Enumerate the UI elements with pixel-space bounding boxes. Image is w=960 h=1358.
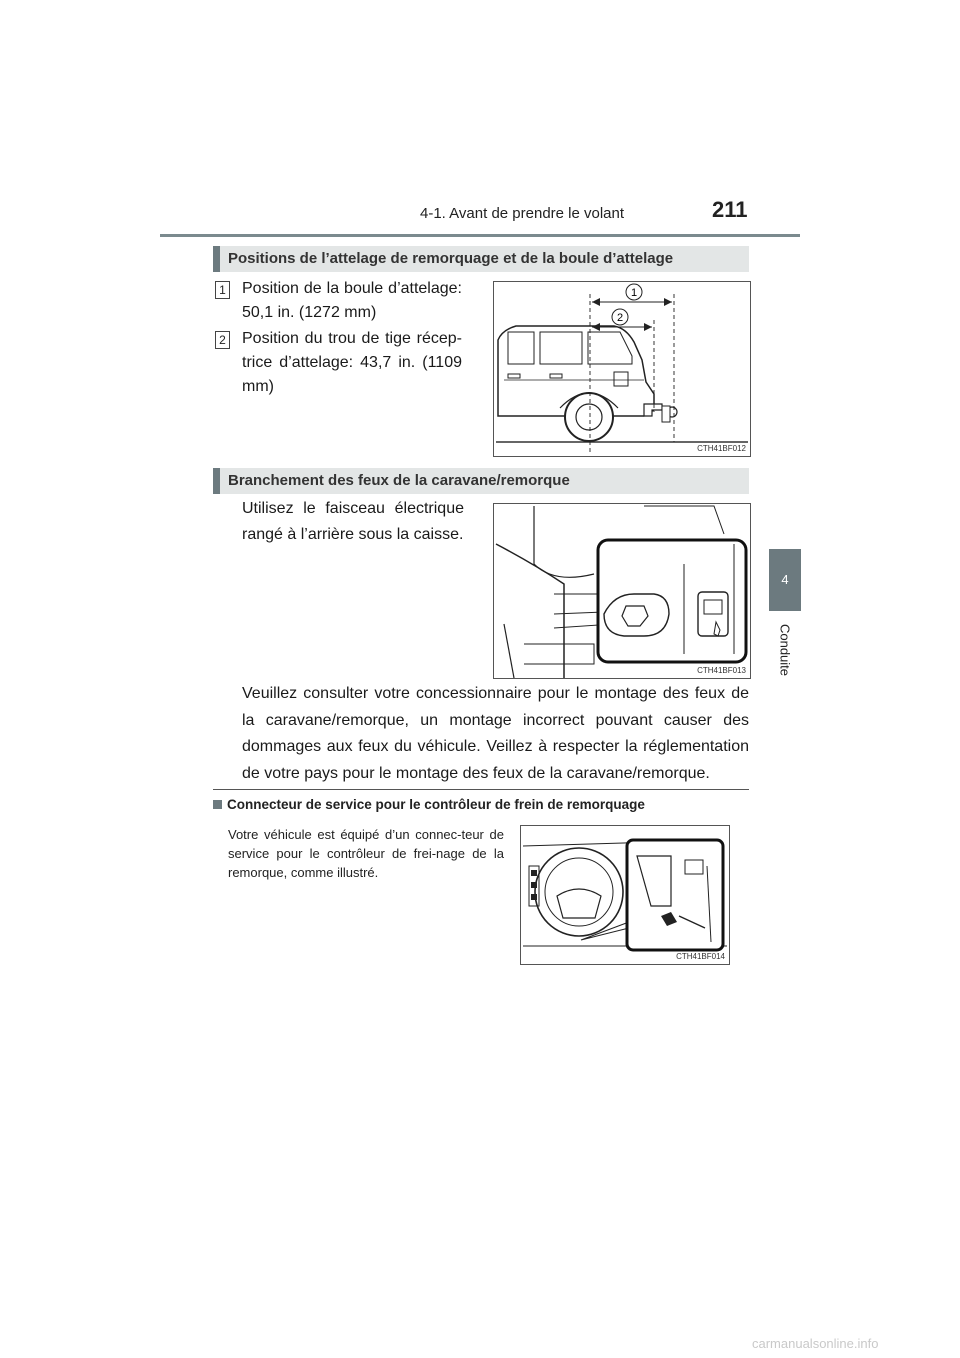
header-section-title: 4-1. Avant de prendre le volant bbox=[420, 205, 625, 222]
chapter-label: Conduite bbox=[777, 623, 793, 677]
brake-connector-illustration bbox=[520, 825, 730, 965]
hitch-position-illustration bbox=[493, 281, 751, 457]
item-number-1: 1 bbox=[215, 281, 230, 299]
item-text-ball-position: Position de la boule d’attelage: 50,1 in. (1272 mm) bbox=[242, 280, 462, 321]
callout-2: 2 bbox=[616, 312, 624, 324]
item-text-receiver-position: Position du trou de tige récep-trice d’attelage: 43,7 in. (1109 mm) bbox=[242, 330, 462, 395]
section-heading-hitch: Positions de l’attelage de remorquage et de la boule d’attelage bbox=[213, 246, 749, 272]
section-heading-lights: Branchement des feux de la caravane/remorque bbox=[213, 468, 749, 494]
footer-watermark[interactable]: carmanualsonline.info bbox=[752, 1336, 879, 1351]
header-rule bbox=[160, 234, 800, 237]
page-number: 211 bbox=[712, 197, 748, 222]
bullet-square-icon bbox=[213, 800, 222, 809]
section-divider bbox=[213, 789, 749, 790]
lights-paragraph: Veuillez consulter votre concessionnaire pour le montage des feux de la caravane/remorque, un montage incorrect pouvant causer des dommages aux feux du véhicule. Veillez à respecter la réglementation de votre pays pour le montage des feux de la caravane/remorque. bbox=[242, 685, 749, 782]
brake-connector-text: Votre véhicule est équipé d’un connec-teur de service pour le contrôleur de frei-nage de la remorque, comme illustré. bbox=[228, 827, 504, 880]
figure-code: CTH41BF013 bbox=[697, 666, 746, 675]
wiring-harness-illustration bbox=[493, 503, 751, 679]
figure-code: CTH41BF014 bbox=[676, 952, 725, 961]
callout-1: 1 bbox=[630, 287, 638, 299]
sub-heading-brake-connector: Connecteur de service pour le contrôleur de frein de remorquage bbox=[213, 797, 645, 812]
chapter-tab[interactable]: 4 bbox=[769, 549, 801, 611]
lights-intro-text: Utilisez le faisceau électrique rangé à l’arrière sous la caisse. bbox=[242, 500, 464, 543]
figure-code: CTH41BF012 bbox=[697, 444, 746, 453]
item-number-2: 2 bbox=[215, 331, 230, 349]
